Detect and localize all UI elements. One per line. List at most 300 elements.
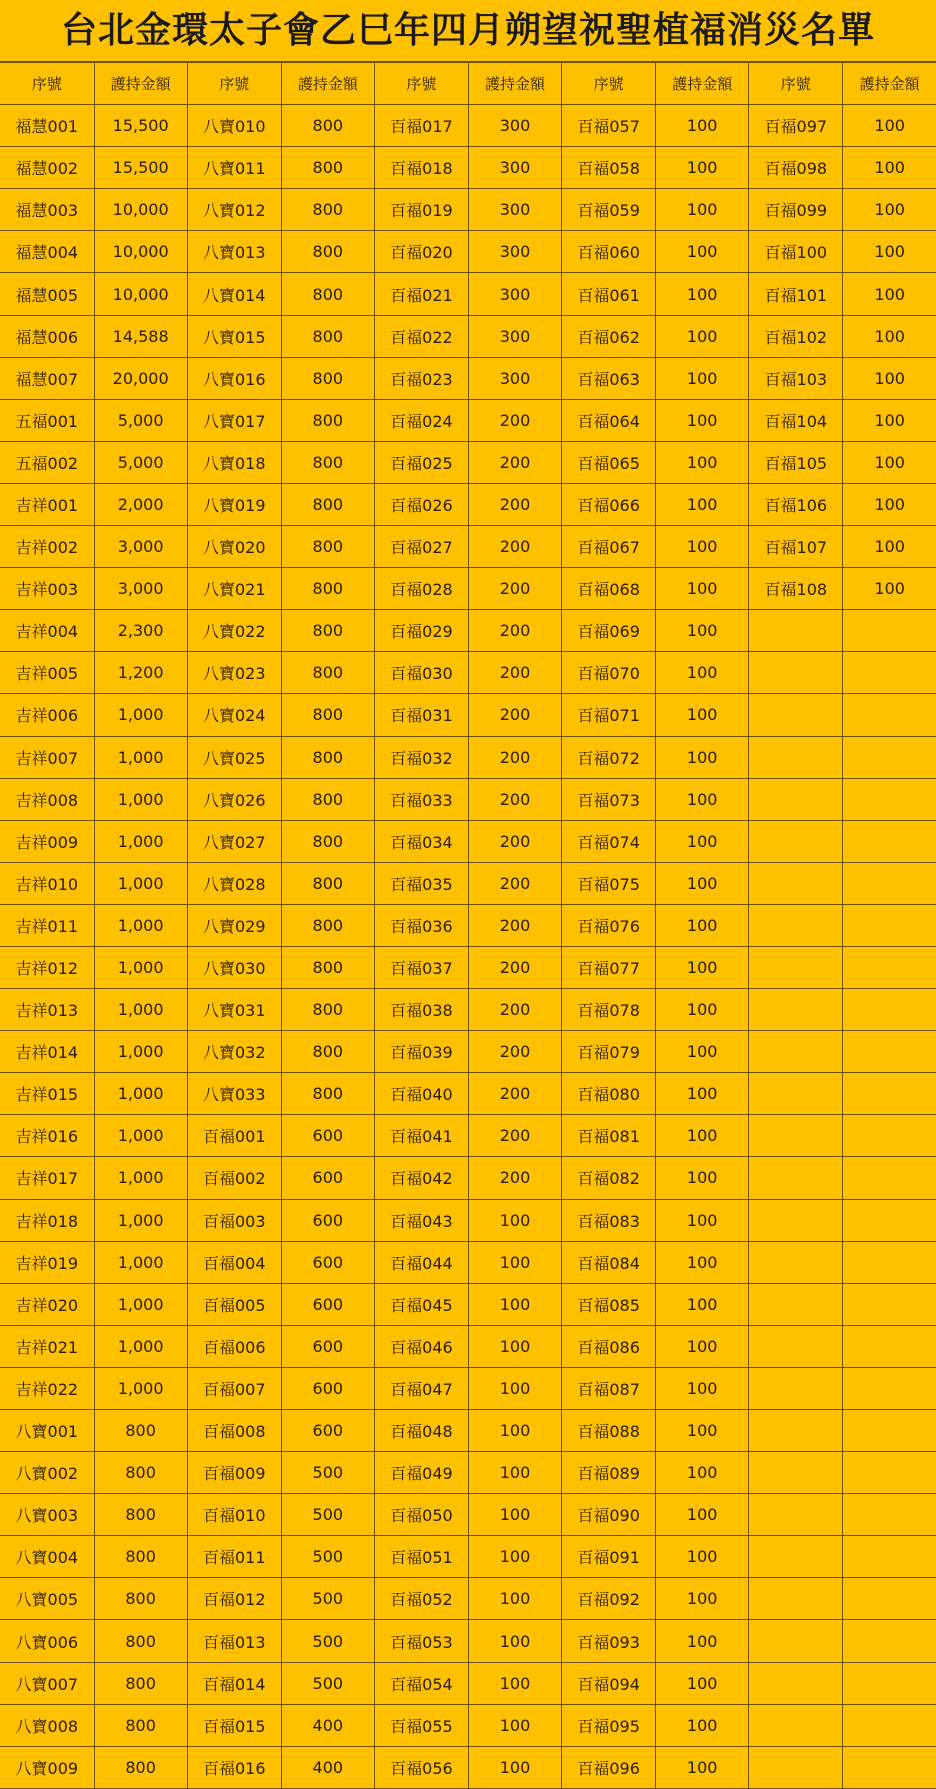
serial-cell: 百福052 <box>374 1578 468 1620</box>
serial-cell: 百福070 <box>562 652 656 694</box>
serial-cell: 八寶006 <box>0 1620 94 1662</box>
table-row <box>0 989 936 1031</box>
serial-cell: 百福015 <box>187 1704 281 1746</box>
table-row <box>0 357 936 399</box>
empty-cell <box>749 946 843 988</box>
serial-cell: 百福084 <box>562 1241 656 1283</box>
serial-cell: 八寶031 <box>187 989 281 1031</box>
table-row <box>0 1536 936 1578</box>
amount-cell: 300 <box>468 357 561 399</box>
amount-cell: 600 <box>281 1157 374 1199</box>
serial-cell: 百福004 <box>187 1241 281 1283</box>
serial-cell: 百福074 <box>562 820 656 862</box>
serial-cell: 百福062 <box>562 315 656 357</box>
amount-cell: 800 <box>281 273 374 315</box>
serial-cell: 八寶004 <box>0 1536 94 1578</box>
serial-cell: 百福086 <box>562 1325 656 1367</box>
empty-cell <box>843 1746 936 1788</box>
serial-cell: 吉祥021 <box>0 1325 94 1367</box>
amount-cell: 800 <box>281 526 374 568</box>
serial-cell: 百福013 <box>187 1620 281 1662</box>
empty-cell <box>843 1452 936 1494</box>
serial-cell: 百福018 <box>374 147 468 189</box>
serial-cell: 百福066 <box>562 483 656 525</box>
serial-cell: 吉祥014 <box>0 1031 94 1073</box>
serial-cell: 百福060 <box>562 231 656 273</box>
serial-cell: 百福073 <box>562 778 656 820</box>
amount-cell: 200 <box>468 526 561 568</box>
serial-cell: 百福048 <box>374 1410 468 1452</box>
serial-cell: 百福085 <box>562 1283 656 1325</box>
serial-cell: 吉祥007 <box>0 736 94 778</box>
table-row <box>0 1157 936 1199</box>
table-row <box>0 946 936 988</box>
amount-cell: 1,000 <box>94 1241 187 1283</box>
serial-cell: 百福006 <box>187 1325 281 1367</box>
table-row <box>0 147 936 189</box>
header-id: 序號 <box>562 63 656 105</box>
amount-cell: 100 <box>468 1620 561 1662</box>
serial-cell: 八寶002 <box>0 1452 94 1494</box>
serial-cell: 福慧002 <box>0 147 94 189</box>
amount-cell: 800 <box>281 441 374 483</box>
serial-cell: 百福053 <box>374 1620 468 1662</box>
empty-cell <box>843 652 936 694</box>
amount-cell: 100 <box>656 231 749 273</box>
serial-cell: 八寶016 <box>187 357 281 399</box>
amount-cell: 100 <box>656 1536 749 1578</box>
serial-cell: 百福072 <box>562 736 656 778</box>
empty-cell <box>843 946 936 988</box>
amount-cell: 100 <box>468 1241 561 1283</box>
serial-cell: 百福019 <box>374 189 468 231</box>
empty-cell <box>749 1199 843 1241</box>
amount-cell: 800 <box>281 357 374 399</box>
amount-cell: 800 <box>94 1746 187 1788</box>
serial-cell: 八寶028 <box>187 862 281 904</box>
amount-cell: 1,000 <box>94 1073 187 1115</box>
serial-cell: 百福059 <box>562 189 656 231</box>
amount-cell: 1,000 <box>94 862 187 904</box>
amount-cell: 100 <box>468 1325 561 1367</box>
serial-cell: 百福038 <box>374 989 468 1031</box>
amount-cell: 600 <box>281 1115 374 1157</box>
table-row <box>0 399 936 441</box>
serial-cell: 八寶014 <box>187 273 281 315</box>
table-row <box>0 1325 936 1367</box>
amount-cell: 100 <box>656 1494 749 1536</box>
empty-cell <box>749 820 843 862</box>
serial-cell: 百福034 <box>374 820 468 862</box>
amount-cell: 100 <box>656 315 749 357</box>
serial-cell: 百福063 <box>562 357 656 399</box>
amount-cell: 1,000 <box>94 946 187 988</box>
amount-cell: 100 <box>656 989 749 1031</box>
header-id: 序號 <box>187 63 281 105</box>
serial-cell: 福慧005 <box>0 273 94 315</box>
serial-cell: 百福104 <box>749 399 843 441</box>
page-title: 台北金環太子會乙巳年四月朔望祝聖植福消災名單 <box>0 0 936 62</box>
amount-cell: 200 <box>468 1073 561 1115</box>
empty-cell <box>843 1704 936 1746</box>
amount-cell: 200 <box>468 989 561 1031</box>
serial-cell: 百福101 <box>749 273 843 315</box>
amount-cell: 500 <box>281 1536 374 1578</box>
serial-cell: 福慧001 <box>0 105 94 147</box>
serial-cell: 福慧003 <box>0 189 94 231</box>
empty-cell <box>749 1325 843 1367</box>
amount-cell: 800 <box>281 483 374 525</box>
serial-cell: 百福057 <box>562 105 656 147</box>
serial-cell: 百福003 <box>187 1199 281 1241</box>
empty-cell <box>843 1073 936 1115</box>
serial-cell: 吉祥011 <box>0 904 94 946</box>
amount-cell: 1,000 <box>94 989 187 1031</box>
table-row <box>0 1620 936 1662</box>
serial-cell: 八寶022 <box>187 610 281 652</box>
serial-cell: 八寶013 <box>187 231 281 273</box>
amount-cell: 800 <box>94 1494 187 1536</box>
serial-cell: 百福077 <box>562 946 656 988</box>
empty-cell <box>749 1073 843 1115</box>
table-row <box>0 1031 936 1073</box>
serial-cell: 百福097 <box>749 105 843 147</box>
serial-cell: 八寶009 <box>0 1746 94 1788</box>
amount-cell: 10,000 <box>94 231 187 273</box>
table-row <box>0 1115 936 1157</box>
table-row <box>0 568 936 610</box>
table-row <box>0 1704 936 1746</box>
amount-cell: 200 <box>468 568 561 610</box>
empty-cell <box>843 1578 936 1620</box>
empty-cell <box>749 1578 843 1620</box>
amount-cell: 300 <box>468 315 561 357</box>
serial-cell: 百福014 <box>187 1662 281 1704</box>
serial-cell: 吉祥002 <box>0 526 94 568</box>
serial-cell: 吉祥006 <box>0 694 94 736</box>
amount-cell: 3,000 <box>94 526 187 568</box>
empty-cell <box>843 1283 936 1325</box>
amount-cell: 100 <box>656 147 749 189</box>
empty-cell <box>749 736 843 778</box>
serial-cell: 百福103 <box>749 357 843 399</box>
serial-cell: 百福037 <box>374 946 468 988</box>
amount-cell: 100 <box>656 1241 749 1283</box>
table-row <box>0 820 936 862</box>
serial-cell: 八寶030 <box>187 946 281 988</box>
serial-cell: 百福071 <box>562 694 656 736</box>
amount-cell: 100 <box>468 1283 561 1325</box>
amount-cell: 100 <box>656 568 749 610</box>
serial-cell: 百福022 <box>374 315 468 357</box>
amount-cell: 100 <box>656 273 749 315</box>
table-row <box>0 1283 936 1325</box>
serial-cell: 百福108 <box>749 568 843 610</box>
serial-cell: 百福082 <box>562 1157 656 1199</box>
serial-cell: 百福100 <box>749 231 843 273</box>
amount-cell: 800 <box>281 904 374 946</box>
table-body <box>0 105 936 1789</box>
amount-cell: 3,000 <box>94 568 187 610</box>
amount-cell: 15,500 <box>94 147 187 189</box>
serial-cell: 八寶019 <box>187 483 281 525</box>
table-row <box>0 1410 936 1452</box>
table-row <box>0 441 936 483</box>
amount-cell: 500 <box>281 1578 374 1620</box>
amount-cell: 800 <box>281 694 374 736</box>
table-row <box>0 1494 936 1536</box>
amount-cell: 100 <box>468 1199 561 1241</box>
serial-cell: 百福031 <box>374 694 468 736</box>
serial-cell: 吉祥013 <box>0 989 94 1031</box>
amount-cell: 400 <box>281 1704 374 1746</box>
serial-cell: 百福028 <box>374 568 468 610</box>
serial-cell: 百福030 <box>374 652 468 694</box>
serial-cell: 百福089 <box>562 1452 656 1494</box>
empty-cell <box>749 862 843 904</box>
serial-cell: 吉祥009 <box>0 820 94 862</box>
amount-cell: 1,000 <box>94 1367 187 1409</box>
empty-cell <box>843 989 936 1031</box>
amount-cell: 100 <box>656 357 749 399</box>
amount-cell: 100 <box>656 1620 749 1662</box>
amount-cell: 100 <box>843 231 936 273</box>
empty-cell <box>749 1620 843 1662</box>
serial-cell: 百福094 <box>562 1662 656 1704</box>
amount-cell: 100 <box>656 1746 749 1788</box>
amount-cell: 5,000 <box>94 399 187 441</box>
amount-cell: 100 <box>656 736 749 778</box>
table-row <box>0 736 936 778</box>
empty-cell <box>843 1620 936 1662</box>
serial-cell: 吉祥010 <box>0 862 94 904</box>
amount-cell: 1,200 <box>94 652 187 694</box>
serial-cell: 五福001 <box>0 399 94 441</box>
empty-cell <box>749 1031 843 1073</box>
amount-cell: 200 <box>468 441 561 483</box>
amount-cell: 100 <box>843 189 936 231</box>
amount-cell: 1,000 <box>94 1325 187 1367</box>
serial-cell: 福慧007 <box>0 357 94 399</box>
empty-cell <box>749 1367 843 1409</box>
serial-cell: 吉祥008 <box>0 778 94 820</box>
amount-cell: 100 <box>468 1704 561 1746</box>
amount-cell: 800 <box>281 147 374 189</box>
amount-cell: 10,000 <box>94 273 187 315</box>
amount-cell: 100 <box>656 399 749 441</box>
amount-cell: 200 <box>468 483 561 525</box>
amount-cell: 1,000 <box>94 1031 187 1073</box>
header-id: 序號 <box>749 63 843 105</box>
donor-table <box>0 62 936 1789</box>
empty-cell <box>749 1241 843 1283</box>
empty-cell <box>843 1199 936 1241</box>
serial-cell: 八寶011 <box>187 147 281 189</box>
amount-cell: 1,000 <box>94 1115 187 1157</box>
amount-cell: 100 <box>656 483 749 525</box>
amount-cell: 100 <box>843 399 936 441</box>
amount-cell: 1,000 <box>94 736 187 778</box>
table-row <box>0 904 936 946</box>
empty-cell <box>843 1410 936 1452</box>
serial-cell: 八寶029 <box>187 904 281 946</box>
amount-cell: 600 <box>281 1410 374 1452</box>
serial-cell: 八寶025 <box>187 736 281 778</box>
amount-cell: 100 <box>843 273 936 315</box>
amount-cell: 100 <box>656 526 749 568</box>
amount-cell: 200 <box>468 1157 561 1199</box>
empty-cell <box>749 652 843 694</box>
serial-cell: 百福044 <box>374 1241 468 1283</box>
empty-cell <box>843 736 936 778</box>
serial-cell: 百福105 <box>749 441 843 483</box>
amount-cell: 1,000 <box>94 820 187 862</box>
amount-cell: 800 <box>281 189 374 231</box>
serial-cell: 百福056 <box>374 1746 468 1788</box>
serial-cell: 百福040 <box>374 1073 468 1115</box>
serial-cell: 百福027 <box>374 526 468 568</box>
empty-cell <box>749 904 843 946</box>
serial-cell: 百福054 <box>374 1662 468 1704</box>
amount-cell: 1,000 <box>94 904 187 946</box>
empty-cell <box>749 1494 843 1536</box>
serial-cell: 百福012 <box>187 1578 281 1620</box>
serial-cell: 福慧006 <box>0 315 94 357</box>
serial-cell: 八寶007 <box>0 1662 94 1704</box>
serial-cell: 吉祥012 <box>0 946 94 988</box>
serial-cell: 百福024 <box>374 399 468 441</box>
amount-cell: 100 <box>656 610 749 652</box>
serial-cell: 百福033 <box>374 778 468 820</box>
serial-cell: 百福099 <box>749 189 843 231</box>
serial-cell: 百福021 <box>374 273 468 315</box>
empty-cell <box>843 1157 936 1199</box>
amount-cell: 300 <box>468 189 561 231</box>
amount-cell: 200 <box>468 904 561 946</box>
amount-cell: 800 <box>281 1073 374 1115</box>
amount-cell: 200 <box>468 862 561 904</box>
serial-cell: 百福090 <box>562 1494 656 1536</box>
amount-cell: 1,000 <box>94 1199 187 1241</box>
amount-cell: 800 <box>281 315 374 357</box>
amount-cell: 100 <box>843 147 936 189</box>
empty-cell <box>749 610 843 652</box>
serial-cell: 百福080 <box>562 1073 656 1115</box>
amount-cell: 800 <box>281 610 374 652</box>
serial-cell: 吉祥005 <box>0 652 94 694</box>
serial-cell: 百福055 <box>374 1704 468 1746</box>
serial-cell: 百福039 <box>374 1031 468 1073</box>
table-row <box>0 483 936 525</box>
serial-cell: 八寶026 <box>187 778 281 820</box>
serial-cell: 百福068 <box>562 568 656 610</box>
amount-cell: 500 <box>281 1494 374 1536</box>
table-row <box>0 694 936 736</box>
amount-cell: 800 <box>94 1662 187 1704</box>
empty-cell <box>843 1494 936 1536</box>
amount-cell: 200 <box>468 399 561 441</box>
amount-cell: 200 <box>468 652 561 694</box>
amount-cell: 100 <box>468 1494 561 1536</box>
table-row <box>0 1452 936 1494</box>
empty-cell <box>749 1746 843 1788</box>
table-row <box>0 778 936 820</box>
serial-cell: 百福026 <box>374 483 468 525</box>
serial-cell: 百福088 <box>562 1410 656 1452</box>
serial-cell: 八寶024 <box>187 694 281 736</box>
amount-cell: 300 <box>468 273 561 315</box>
amount-cell: 500 <box>281 1620 374 1662</box>
serial-cell: 八寶017 <box>187 399 281 441</box>
serial-cell: 八寶033 <box>187 1073 281 1115</box>
empty-cell <box>749 1283 843 1325</box>
amount-cell: 10,000 <box>94 189 187 231</box>
serial-cell: 吉祥003 <box>0 568 94 610</box>
serial-cell: 百福061 <box>562 273 656 315</box>
amount-cell: 600 <box>281 1241 374 1283</box>
serial-cell: 百福008 <box>187 1410 281 1452</box>
empty-cell <box>749 1662 843 1704</box>
header-amount: 護持金額 <box>843 63 936 105</box>
serial-cell: 百福007 <box>187 1367 281 1409</box>
amount-cell: 800 <box>281 652 374 694</box>
serial-cell: 百福069 <box>562 610 656 652</box>
table-row <box>0 231 936 273</box>
amount-cell: 100 <box>656 1367 749 1409</box>
amount-cell: 800 <box>281 568 374 610</box>
serial-cell: 百福042 <box>374 1157 468 1199</box>
amount-cell: 300 <box>468 105 561 147</box>
serial-cell: 百福079 <box>562 1031 656 1073</box>
serial-cell: 百福083 <box>562 1199 656 1241</box>
amount-cell: 600 <box>281 1283 374 1325</box>
amount-cell: 600 <box>281 1325 374 1367</box>
amount-cell: 100 <box>468 1410 561 1452</box>
header-id: 序號 <box>374 63 468 105</box>
serial-cell: 百福049 <box>374 1452 468 1494</box>
serial-cell: 百福092 <box>562 1578 656 1620</box>
amount-cell: 100 <box>656 652 749 694</box>
serial-cell: 吉祥004 <box>0 610 94 652</box>
amount-cell: 100 <box>656 1031 749 1073</box>
serial-cell: 八寶018 <box>187 441 281 483</box>
serial-cell: 八寶001 <box>0 1410 94 1452</box>
serial-cell: 百福107 <box>749 526 843 568</box>
amount-cell: 100 <box>656 778 749 820</box>
amount-cell: 1,000 <box>94 1157 187 1199</box>
amount-cell: 20,000 <box>94 357 187 399</box>
serial-cell: 百福051 <box>374 1536 468 1578</box>
serial-cell: 吉祥017 <box>0 1157 94 1199</box>
table-row <box>0 315 936 357</box>
amount-cell: 100 <box>656 1325 749 1367</box>
serial-cell: 八寶010 <box>187 105 281 147</box>
amount-cell: 2,000 <box>94 483 187 525</box>
serial-cell: 吉祥015 <box>0 1073 94 1115</box>
serial-cell: 百福020 <box>374 231 468 273</box>
serial-cell: 八寶020 <box>187 526 281 568</box>
serial-cell: 八寶008 <box>0 1704 94 1746</box>
serial-cell: 百福078 <box>562 989 656 1031</box>
header-amount: 護持金額 <box>94 63 187 105</box>
serial-cell: 百福017 <box>374 105 468 147</box>
amount-cell: 100 <box>656 1662 749 1704</box>
empty-cell <box>749 1157 843 1199</box>
empty-cell <box>843 1536 936 1578</box>
amount-cell: 800 <box>281 820 374 862</box>
empty-cell <box>749 989 843 1031</box>
empty-cell <box>843 610 936 652</box>
